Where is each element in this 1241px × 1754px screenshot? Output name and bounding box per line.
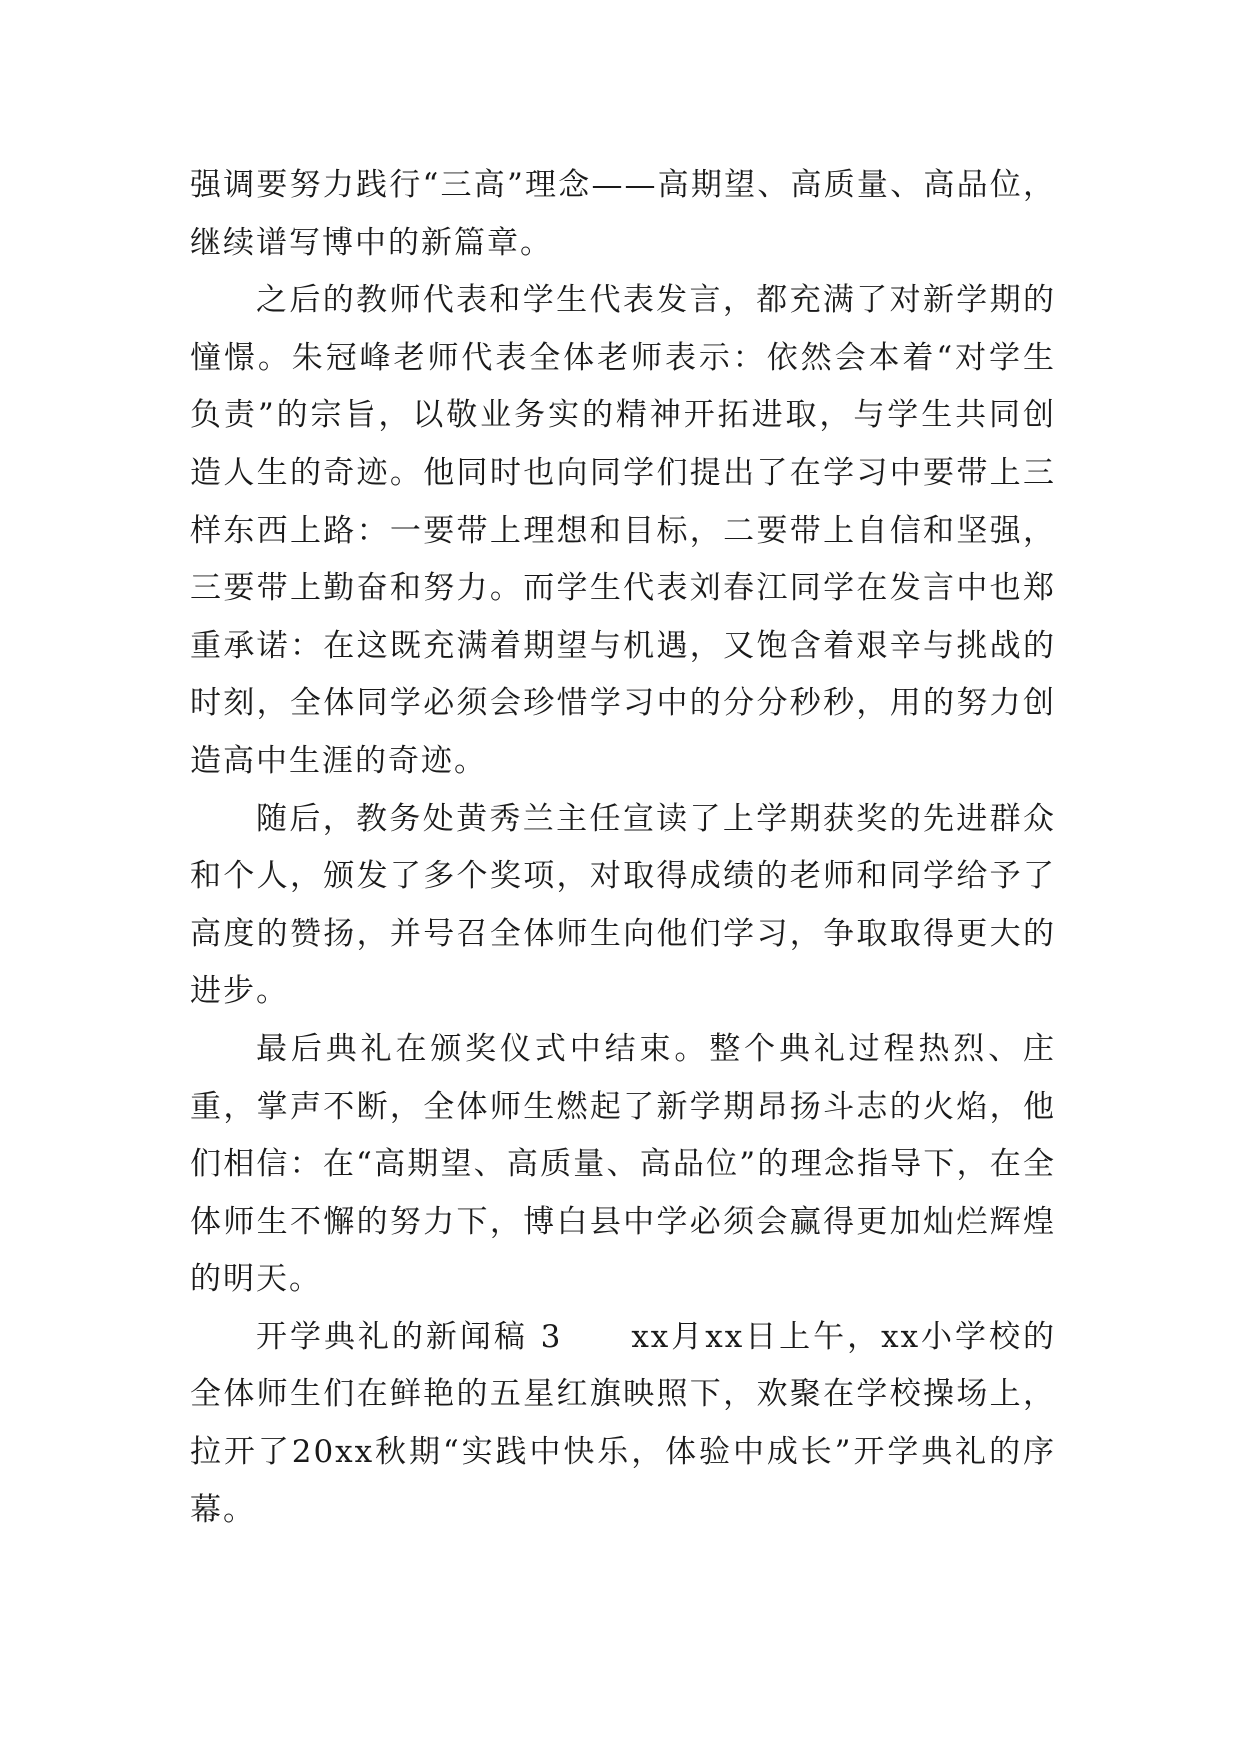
paragraph-news-3: 开学典礼的新闻稿 3 xx月xx日上午，xx小学校的全体师生们在鲜艳的五星红旗映照下，欢聚在学校操场上，拉开了20xx秋期“实践中快乐，体验中成长”开学典礼的序幕。 [190, 1318, 1056, 1528]
paragraph-awards: 随后，教务处黄秀兰主任宣读了上学期获奖的先进群众和个人，颁发了多个奖项，对取得成绩的老师和同学给予了高度的赞扬，并号召全体师生向他们学习，争取取得更大的进步。 [190, 800, 1056, 1010]
paragraph-speeches: 之后的教师代表和学生代表发言，都充满了对新学期的憧憬。朱冠峰老师代表全体老师表示：依然会本着“对学生负责”的宗旨，以敬业务实的精神开拓进取，与学生共同创造人生的奇迹。他同时也向同学们提出了在学习中要带上三样东西上路：一要带上理想和目标，二要带上自信和坚强，三要带上勤奋和努力。而学生代表刘春江同学在发言中也郑重承诺：在这既充满着期望与机遇，又饱含着艰辛与挑战的时刻，全体同学必须会珍惜学习中的分分秒秒，用的努力创造高中生涯的奇迹。 [190, 282, 1056, 779]
document-body [190, 157, 1056, 1539]
paragraph-closing: 最后典礼在颁奖仪式中结束。整个典礼过程热烈、庄重，掌声不断，全体师生燃起了新学期昂扬斗志的火焰，他们相信：在“高期望、高质量、高品位”的理念指导下，在全体师生不懈的努力下，博白县中学必须会赢得更加灿烂辉煌的明天。 [190, 1030, 1056, 1298]
paragraph-continuation: 强调要努力践行“三高”理念——高期望、高质量、高品位，继续谱写博中的新篇章。 [190, 167, 1056, 261]
